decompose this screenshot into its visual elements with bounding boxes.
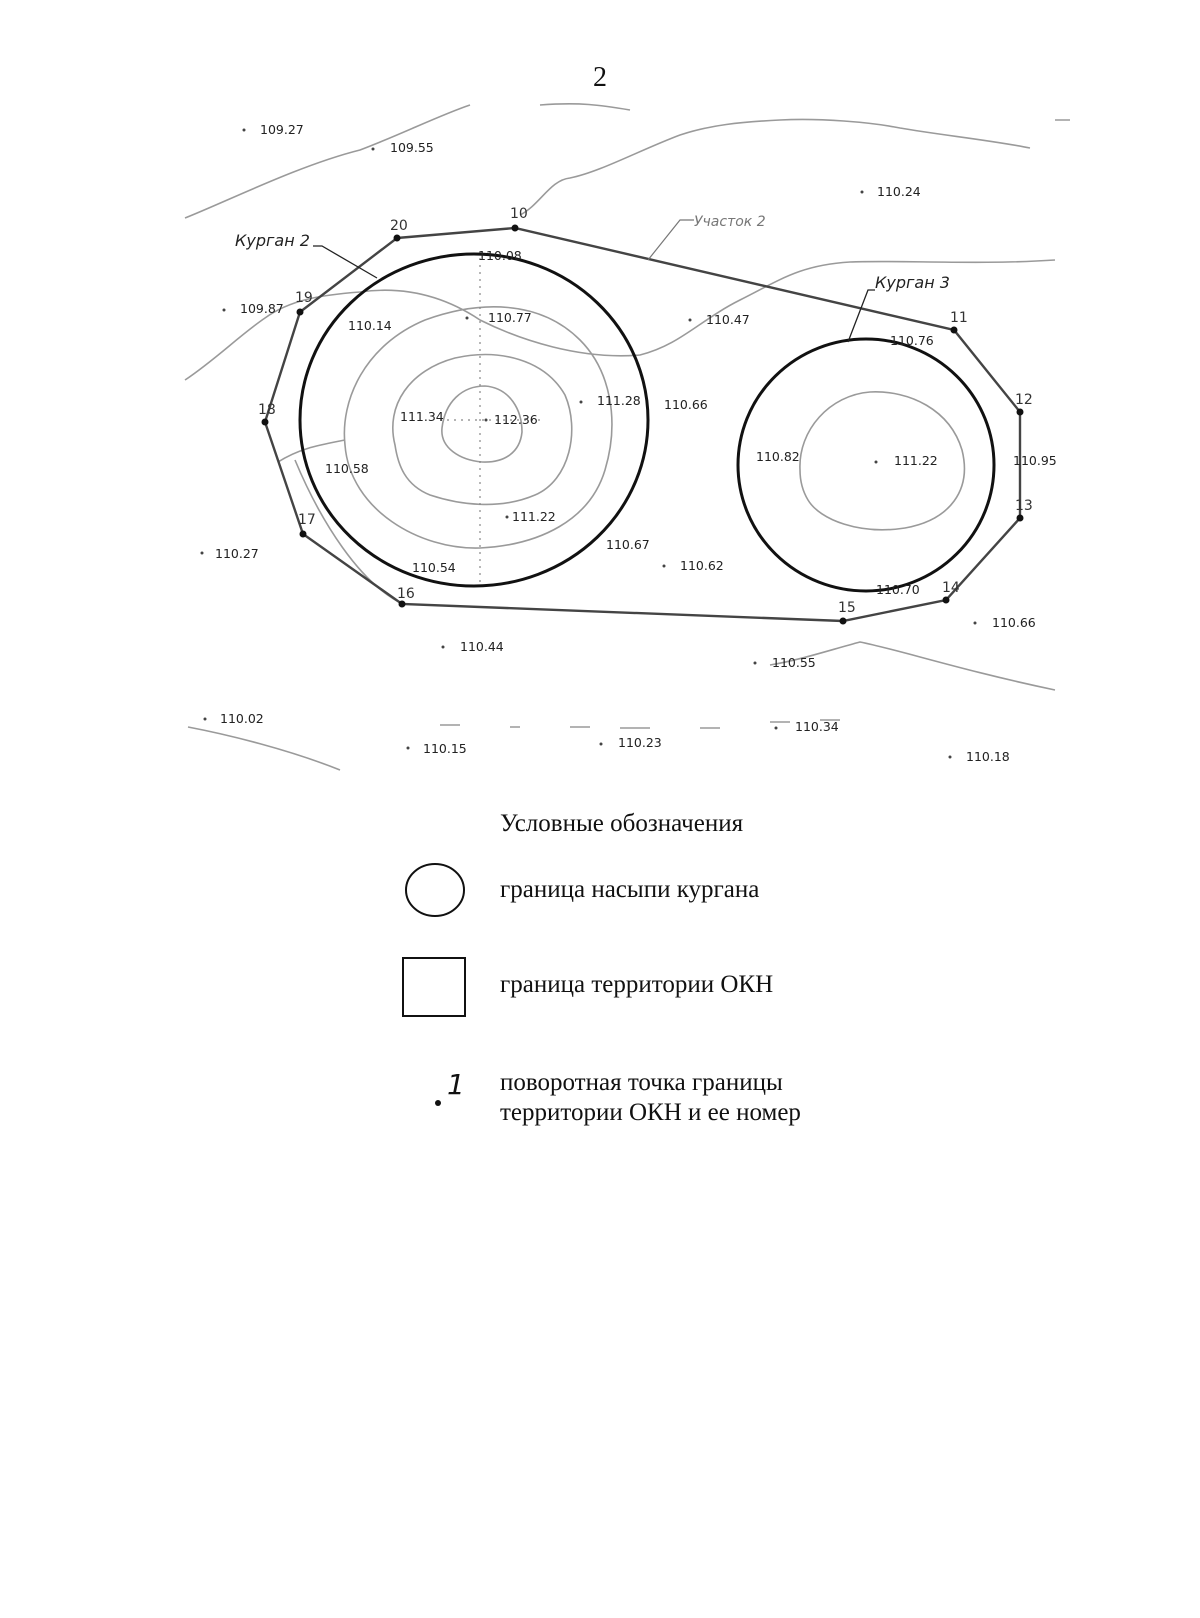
- elevation-label: 110.08: [478, 248, 522, 263]
- contour-lines: [185, 104, 1070, 770]
- point-number: 13: [1015, 498, 1033, 514]
- elevation-label: 110.66: [664, 397, 708, 412]
- point-number: 19: [295, 290, 313, 306]
- elevation-label: 111.22: [512, 509, 556, 524]
- legend-circle-symbol: [406, 864, 464, 916]
- kurgan-2-label: Курган 2: [235, 231, 310, 250]
- page-number: 2: [593, 62, 607, 93]
- plot-label: Участок 2: [694, 214, 766, 230]
- elevation-label: 110.77: [488, 310, 532, 325]
- elevation-label: 110.27: [215, 546, 259, 561]
- elevation-label: 110.62: [680, 558, 724, 573]
- point-number: 11: [950, 310, 968, 326]
- elevation-label: 110.58: [325, 461, 369, 476]
- point-number: 14: [942, 580, 960, 596]
- elevation-label: 110.82: [756, 449, 800, 464]
- legend-mound-boundary-text: граница насыпи кургана: [500, 876, 760, 903]
- mound-boundary-kurgan-3: [738, 339, 994, 591]
- elevation-label: 110.47: [706, 312, 750, 327]
- elevation-label: 110.23: [618, 735, 662, 750]
- point-number: 18: [258, 402, 276, 418]
- legend-title: Условные обозначения: [500, 810, 744, 837]
- elevation-label: 111.28: [597, 393, 641, 408]
- elevation-label: 110.34: [795, 719, 839, 734]
- point-number: 17: [298, 512, 316, 528]
- legend-point-number: 1: [447, 1068, 465, 1101]
- elevation-label: 110.02: [220, 711, 264, 726]
- legend-okn-boundary-text: граница территории ОКН: [500, 971, 774, 998]
- elevation-label: 110.44: [460, 639, 504, 654]
- elevation-label: 110.67: [606, 537, 650, 552]
- point-number: 16: [397, 586, 415, 602]
- legend-turn-point-text-line1: поворотная точка границы: [500, 1069, 783, 1096]
- legend-turn-point-text-line2: территории ОКН и ее номер: [500, 1099, 801, 1126]
- elevation-label: 109.87: [240, 301, 284, 316]
- point-number: 15: [838, 600, 856, 616]
- elevation-label: 110.70: [876, 582, 920, 597]
- elevation-label: 110.18: [966, 749, 1010, 764]
- elevation-label: 110.15: [423, 741, 467, 756]
- point-number: 20: [390, 218, 408, 234]
- legend-point-symbol: [435, 1100, 441, 1106]
- elevation-label: 111.34: [400, 409, 444, 424]
- elevation-label: 110.95: [1013, 453, 1057, 468]
- legend-square-symbol: [403, 958, 465, 1016]
- mound-boundary-kurgan-2: [300, 254, 648, 586]
- elevation-label: 110.55: [772, 655, 816, 670]
- elevation-label: 110.14: [348, 318, 392, 333]
- kurgan-3-label: Курган 3: [875, 273, 950, 292]
- elevation-label: 110.66: [992, 615, 1036, 630]
- elevation-label: 110.54: [412, 560, 456, 575]
- elevation-label: 109.27: [260, 122, 304, 137]
- point-number: 12: [1015, 392, 1033, 408]
- elevation-label: 110.76: [890, 333, 934, 348]
- elevation-label: 112.36: [494, 412, 538, 427]
- elevation-label: 110.24: [877, 184, 921, 199]
- elevation-label: 111.22: [894, 453, 938, 468]
- elevation-label: 109.55: [390, 140, 434, 155]
- point-number: 10: [510, 206, 528, 222]
- legend-symbols: [403, 864, 465, 1106]
- feature-labels: [235, 214, 950, 342]
